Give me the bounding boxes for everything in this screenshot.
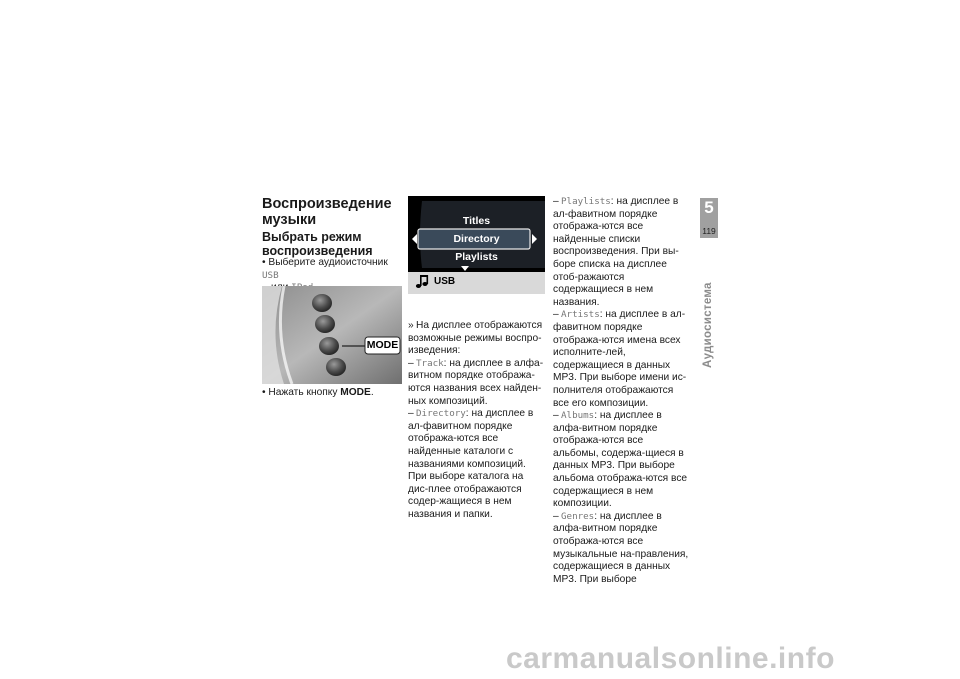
- entry-track: – Track: на дисплее в алфа-витном порядке отобража-ются названия всех найден-ных композиций.: [408, 357, 544, 407]
- menu-display: [408, 196, 545, 294]
- entry-artists: – Artists: на дисплее в ал-фавитном порядке отобража-ются имена всех исполните-лей, содержащиеся в данных MP3. При выборе имени ис-полнителя отображаются все его композиции.: [553, 309, 687, 409]
- mode-button-ref: MODE: [340, 387, 371, 398]
- step-select-source: • Выберите аудиоисточник USB: [262, 257, 402, 295]
- section-subtitle: Выбрать режим воспроизведения: [262, 230, 373, 258]
- chapter-number: 5: [704, 198, 714, 217]
- display-intro: » На дисплее отображаются возможные режимы воспро-изведения:: [408, 320, 543, 357]
- display-source-usb: USB: [434, 276, 456, 287]
- step-press-mode: • Нажать кнопку MODE.: [262, 387, 374, 398]
- entry-albums: – Albums: на дисплее в алфа-витном порядке отобража-ются все альбомы, содержа-щиеся в данных MP3. При выборе альбома отобража-ются все содержащиеся в нем композиции.: [553, 410, 688, 510]
- entry-directory: – Directory: на дисплее в ал-фавитном порядке отобража-ются все найденные каталоги с названиями композиций. При выборе каталога на дис-плее отображаются содер-жащиеся в нем названия и папки.: [408, 408, 534, 520]
- column3-text: [553, 196, 691, 586]
- entry-genres: – Genres: на дисплее в алфа-витном порядке отобража-ются все музыкальные на-правления, содержащиеся в данных MP3. При выборе: [553, 510, 689, 585]
- section-title: Воспроизведение музыки: [262, 196, 392, 228]
- column2-text: [408, 320, 546, 522]
- step1-text: Выберите аудиоисточник: [268, 257, 388, 268]
- entry-playlists: – Playlists: на дисплее в ал-фавитном порядке отобража-ются все найденные списки воспроизведения. При вы-боре списка на дисплее отоб-ражаются содержащиеся в нем названия.: [553, 196, 679, 308]
- mode-label: MODE: [366, 339, 399, 351]
- page-number: 119: [702, 226, 716, 236]
- chapter-title-vertical: Аудиосистема: [702, 282, 714, 368]
- menu-item-titles: Titles: [462, 215, 491, 227]
- watermark: carmanualsonline.info: [506, 642, 835, 675]
- menu-item-playlists: Playlists: [455, 251, 498, 263]
- menu-item-directory: Directory: [453, 233, 500, 245]
- code-usb: USB: [262, 269, 279, 281]
- mode-button-photo: [262, 286, 402, 384]
